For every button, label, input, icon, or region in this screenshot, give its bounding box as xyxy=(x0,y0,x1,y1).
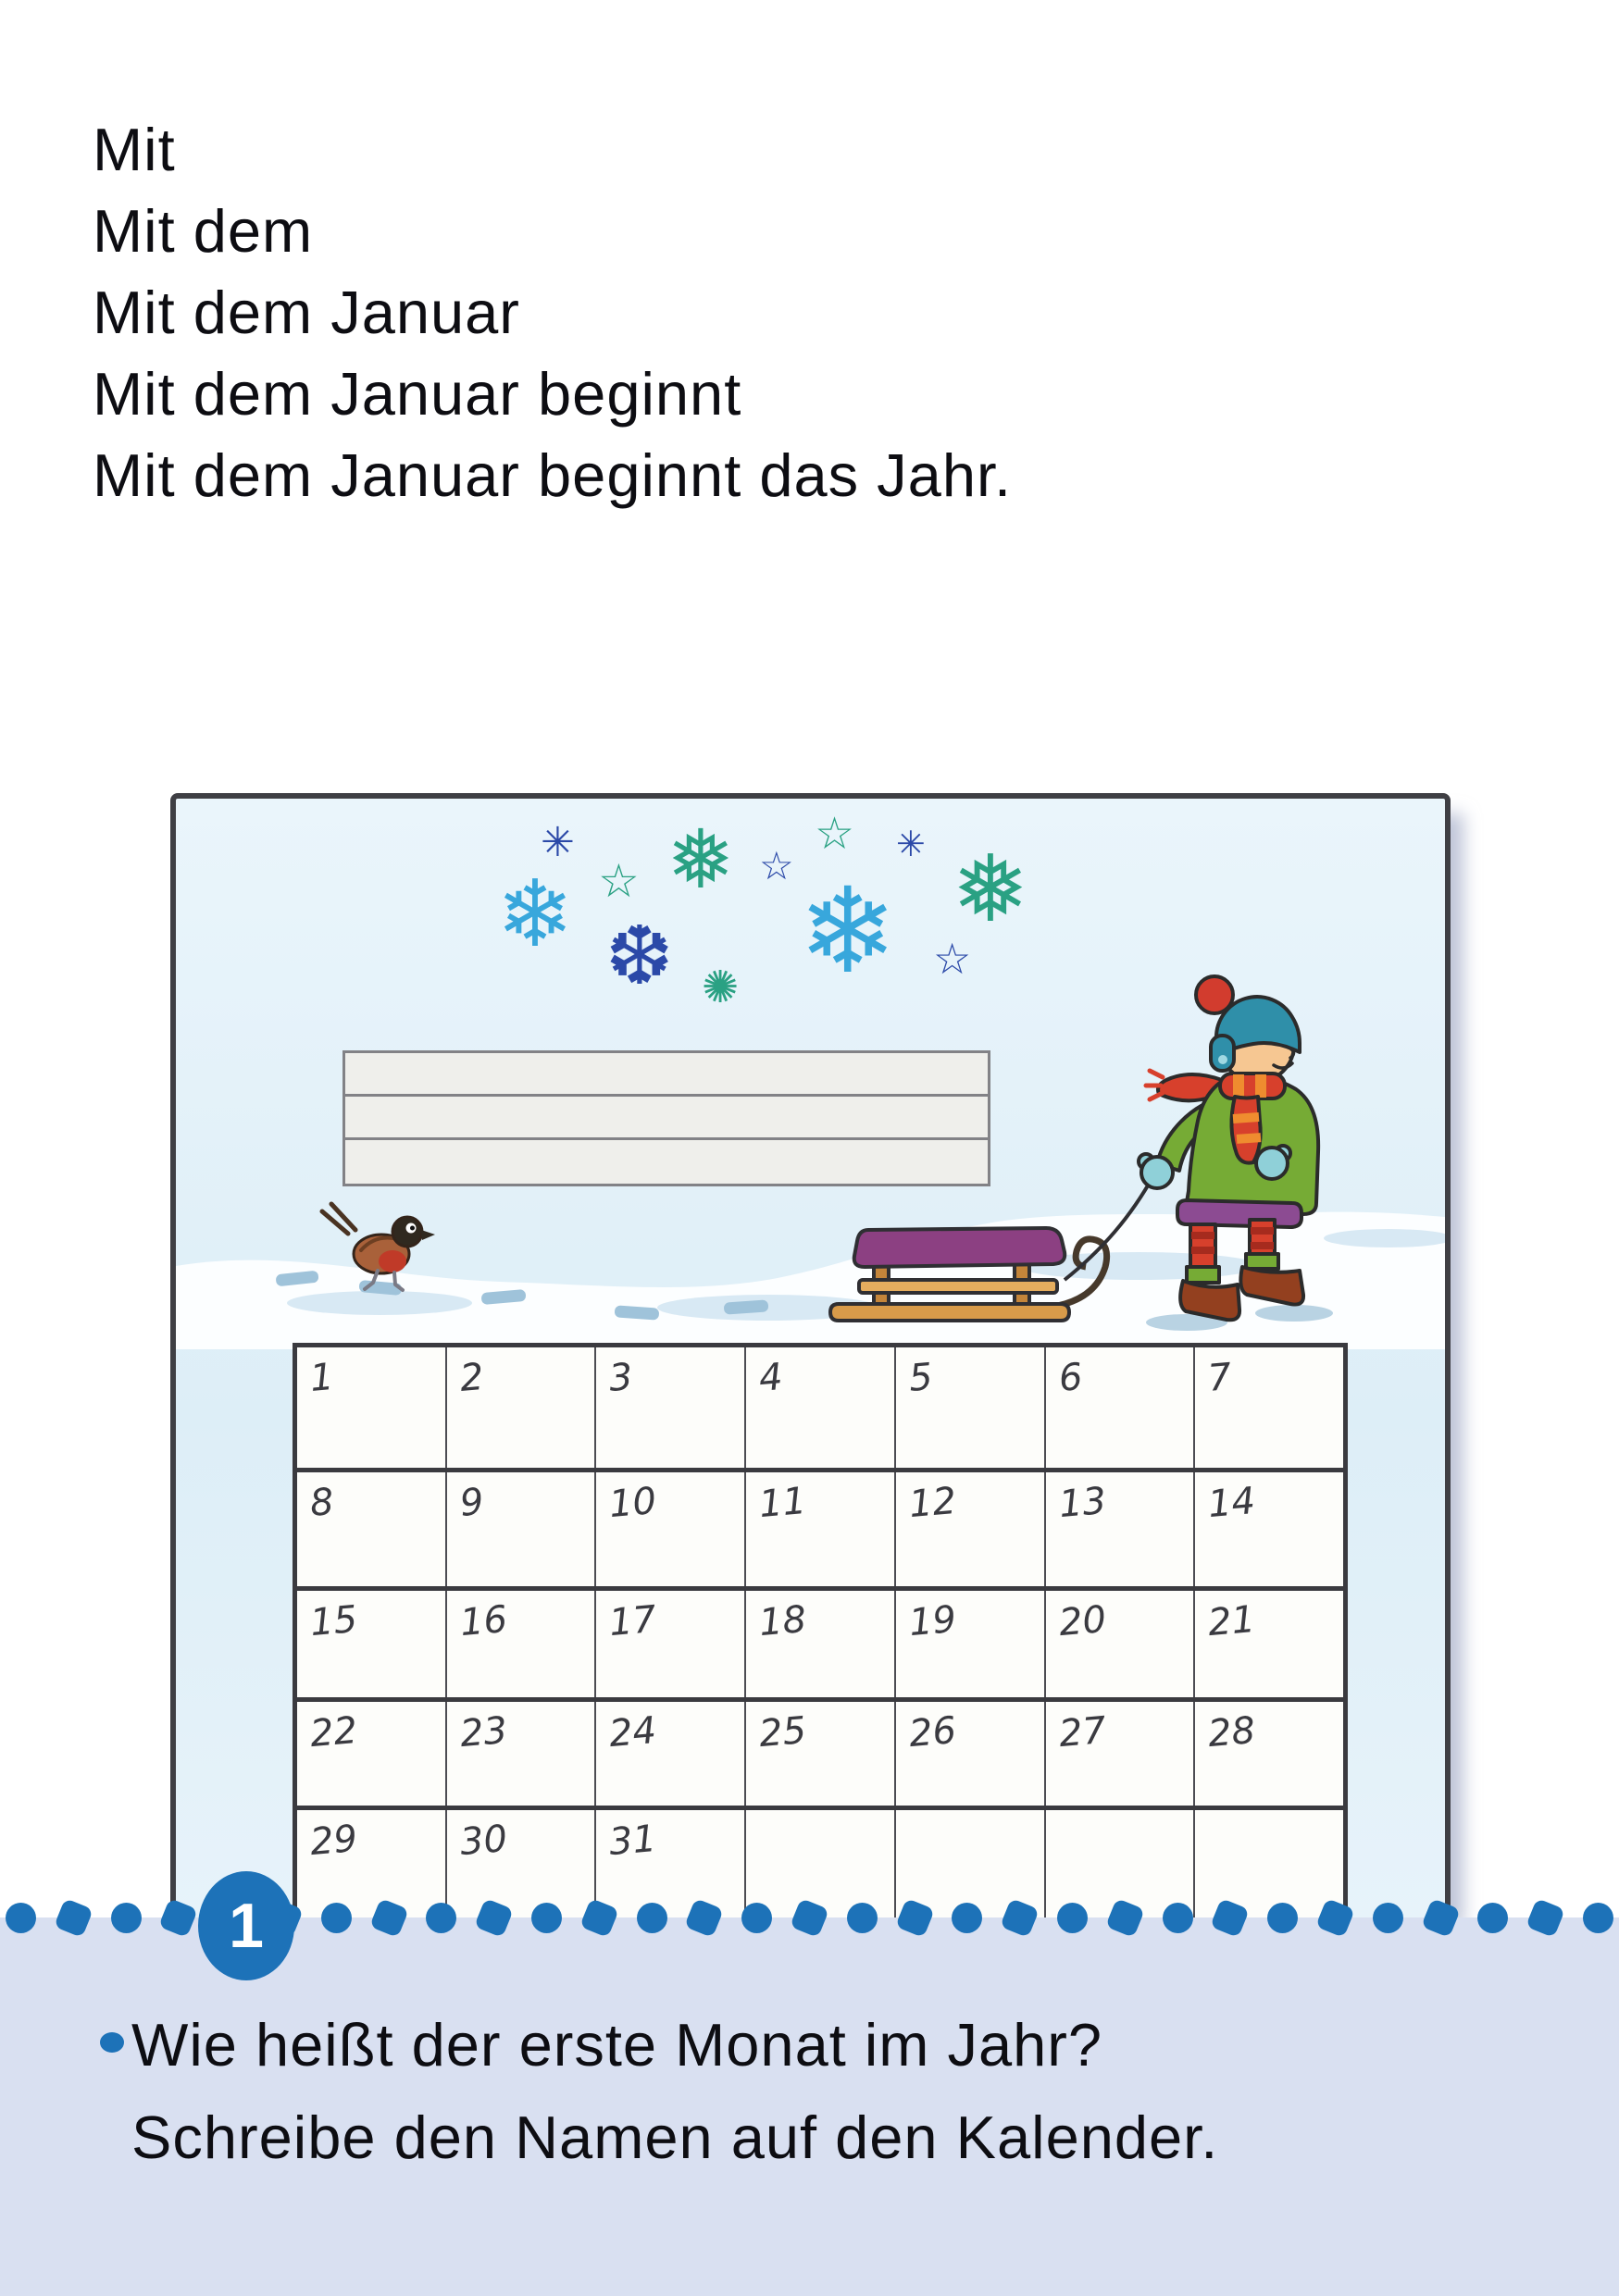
calendar-day-number: 11 xyxy=(757,1479,808,1527)
calendar-day-number: 13 xyxy=(1056,1479,1108,1527)
snowflake-asterisk-icon: ✳ xyxy=(896,824,926,864)
star-outline-icon: ☆ xyxy=(759,843,794,888)
calendar-day-number: 24 xyxy=(607,1708,659,1756)
calendar-day-cell xyxy=(596,1591,746,1697)
star-outline-icon: ☆ xyxy=(598,854,640,908)
divider-dot-icon xyxy=(426,1903,456,1933)
calendar-day-cell xyxy=(297,1472,447,1586)
calendar-day-number: 12 xyxy=(906,1479,958,1527)
calendar-day-number: 15 xyxy=(308,1597,359,1645)
divider-dot-icon xyxy=(579,1898,619,1938)
star-outline-icon: ☆ xyxy=(815,808,855,860)
calendar-day-number: 30 xyxy=(457,1817,509,1865)
calendar-day-cell xyxy=(596,1472,746,1586)
divider-dot-icon xyxy=(895,1898,935,1938)
divider-dot-icon xyxy=(474,1898,514,1938)
divider-dot-icon xyxy=(1210,1898,1250,1938)
divider-dot-icon xyxy=(1526,1898,1565,1938)
calendar-day-cell xyxy=(1046,1702,1196,1806)
divider-dot-icon xyxy=(1373,1903,1403,1933)
task-text xyxy=(131,1999,1218,2184)
january-calendar-illustration xyxy=(170,793,1451,1917)
task-line-1: Wie heißt der erste Monat im Jahr? xyxy=(131,2011,1103,2079)
calendar-day-number: 28 xyxy=(1206,1708,1258,1756)
divider-dot-icon xyxy=(1583,1903,1613,1933)
snowflake-asterisk-icon: ✳ xyxy=(541,819,575,866)
calendar-day-number: 29 xyxy=(308,1817,359,1865)
calendar-day-number: 22 xyxy=(308,1708,359,1756)
calendar-grid xyxy=(293,1343,1348,1923)
calendar-day-number: 31 xyxy=(607,1817,659,1865)
calendar-day-number: 1 xyxy=(308,1355,336,1401)
calendar-day-cell xyxy=(596,1347,746,1468)
calendar-week-row xyxy=(297,1347,1343,1472)
calendar-day-cell xyxy=(1195,1702,1343,1806)
divider-dot-icon xyxy=(54,1898,93,1938)
task-section xyxy=(0,1891,1619,2296)
calendar-week-row xyxy=(297,1591,1343,1702)
calendar-day-cell xyxy=(746,1472,896,1586)
calendar-day-cell xyxy=(447,1591,597,1697)
calendar-day-number: 8 xyxy=(308,1480,336,1526)
calendar-day-cell xyxy=(297,1347,447,1468)
divider-dot-icon xyxy=(1163,1903,1193,1933)
calendar-day-cell xyxy=(896,1702,1046,1806)
calendar-day-cell xyxy=(447,1347,597,1468)
calendar-day-cell xyxy=(297,1702,447,1806)
calendar-day-number: 26 xyxy=(906,1708,958,1756)
divider-dot-icon xyxy=(369,1898,409,1938)
divider-dot-icon xyxy=(952,1903,982,1933)
calendar-day-number: 19 xyxy=(906,1597,958,1645)
snowflake-icon: ❅ xyxy=(952,835,1029,943)
reading-lines xyxy=(93,109,1012,516)
divider-dot-icon xyxy=(684,1898,724,1938)
calendar-day-cell xyxy=(746,1591,896,1697)
divider-dot-icon xyxy=(321,1903,352,1933)
snowflake-icon: ❄ xyxy=(496,860,574,968)
calendar-day-number: 2 xyxy=(457,1355,486,1401)
calendar-day-cell xyxy=(896,1591,1046,1697)
calendar-day-cell xyxy=(746,1347,896,1468)
calendar-day-number: 4 xyxy=(757,1355,785,1401)
divider-dot-icon xyxy=(6,1903,36,1933)
divider-dot-icon xyxy=(1057,1903,1088,1933)
divider-dot-icon xyxy=(1477,1903,1508,1933)
month-name-writing-box[interactable] xyxy=(342,1050,990,1186)
divider-dot-icon xyxy=(1000,1898,1040,1938)
calendar-day-number: 3 xyxy=(607,1355,635,1401)
divider-dot-icon xyxy=(847,1903,878,1933)
mitten xyxy=(1256,1148,1288,1179)
calendar-day-cell xyxy=(596,1702,746,1806)
snowflake-icon: ❅ xyxy=(666,812,735,907)
star-outline-icon: ☆ xyxy=(933,934,972,984)
calendar-day-number: 10 xyxy=(607,1479,659,1527)
pompom xyxy=(1196,976,1233,1013)
calendar-day-cell xyxy=(1046,1591,1196,1697)
task-bullet-icon xyxy=(100,2032,124,2053)
boot-cuff xyxy=(1246,1254,1278,1269)
writing-line[interactable] xyxy=(345,1097,988,1140)
divider-dot-icon xyxy=(1267,1903,1298,1933)
calendar-day-cell xyxy=(1195,1347,1343,1468)
divider-dot-icon xyxy=(790,1898,829,1938)
calendar-day-number: 9 xyxy=(457,1480,486,1526)
calendar-day-number: 14 xyxy=(1206,1479,1258,1527)
calendar-day-cell xyxy=(447,1472,597,1586)
calendar-day-number: 16 xyxy=(457,1597,509,1645)
calendar-day-number: 18 xyxy=(757,1597,808,1645)
boot-cuff xyxy=(1187,1267,1219,1283)
calendar-day-number: 7 xyxy=(1206,1355,1234,1401)
calendar-day-number: 5 xyxy=(906,1355,935,1401)
reading-line-5: Mit dem Januar beginnt das Jahr. xyxy=(93,441,1013,509)
calendar-day-cell xyxy=(1195,1591,1343,1697)
calendar-day-number: 27 xyxy=(1056,1708,1108,1756)
calendar-day-cell xyxy=(1195,1472,1343,1586)
sled-deck xyxy=(859,1280,1057,1293)
calendar-day-cell xyxy=(1046,1347,1196,1468)
divider-dot-icon xyxy=(158,1898,198,1938)
divider-dot-icon xyxy=(1421,1898,1461,1938)
snowflake-icon: ❄ xyxy=(798,863,898,1000)
calendar-day-number: 17 xyxy=(607,1597,659,1645)
divider-dot-icon xyxy=(1315,1898,1355,1938)
sled-runner xyxy=(830,1304,1069,1321)
task-number: 1 xyxy=(229,1891,264,1961)
divider-dot-icon xyxy=(1105,1898,1145,1938)
reading-line-4: Mit dem Januar beginnt xyxy=(93,360,742,428)
snowflake-icon: ❆ xyxy=(605,908,674,1003)
divider-dot-icon xyxy=(741,1903,772,1933)
reading-line-1: Mit xyxy=(93,116,176,183)
calendar-day-number: 25 xyxy=(757,1708,808,1756)
task-number-badge xyxy=(198,1871,294,1980)
calendar-day-cell xyxy=(896,1347,1046,1468)
calendar-week-row xyxy=(297,1702,1343,1810)
calendar-day-cell xyxy=(447,1702,597,1806)
calendar-day-number: 20 xyxy=(1056,1597,1108,1645)
boot-shadow xyxy=(1255,1305,1333,1322)
calendar-day-cell xyxy=(1046,1472,1196,1586)
calendar-week-row xyxy=(297,1472,1343,1591)
mitten xyxy=(1141,1157,1173,1188)
reading-line-2: Mit dem xyxy=(93,197,314,265)
divider-dot-icon xyxy=(531,1903,562,1933)
writing-line[interactable] xyxy=(345,1053,988,1097)
reading-line-3: Mit dem Januar xyxy=(93,279,520,346)
divider-dot-icon xyxy=(637,1903,667,1933)
beanie-earflap xyxy=(1211,1036,1234,1071)
divider-dot-icon xyxy=(111,1903,142,1933)
calendar-day-cell xyxy=(746,1702,896,1806)
calendar-day-number: 23 xyxy=(457,1708,509,1756)
sled-cushion xyxy=(854,1228,1065,1267)
calendar-day-cell xyxy=(896,1472,1046,1586)
task-line-2: Schreibe den Namen auf den Kalender. xyxy=(131,2104,1219,2171)
writing-line[interactable] xyxy=(345,1140,988,1184)
calendar-day-number: 6 xyxy=(1056,1355,1085,1401)
snowflake-flower-icon: ✺ xyxy=(702,962,740,1013)
calendar-day-cell xyxy=(297,1591,447,1697)
calendar-day-number: 21 xyxy=(1206,1597,1258,1645)
